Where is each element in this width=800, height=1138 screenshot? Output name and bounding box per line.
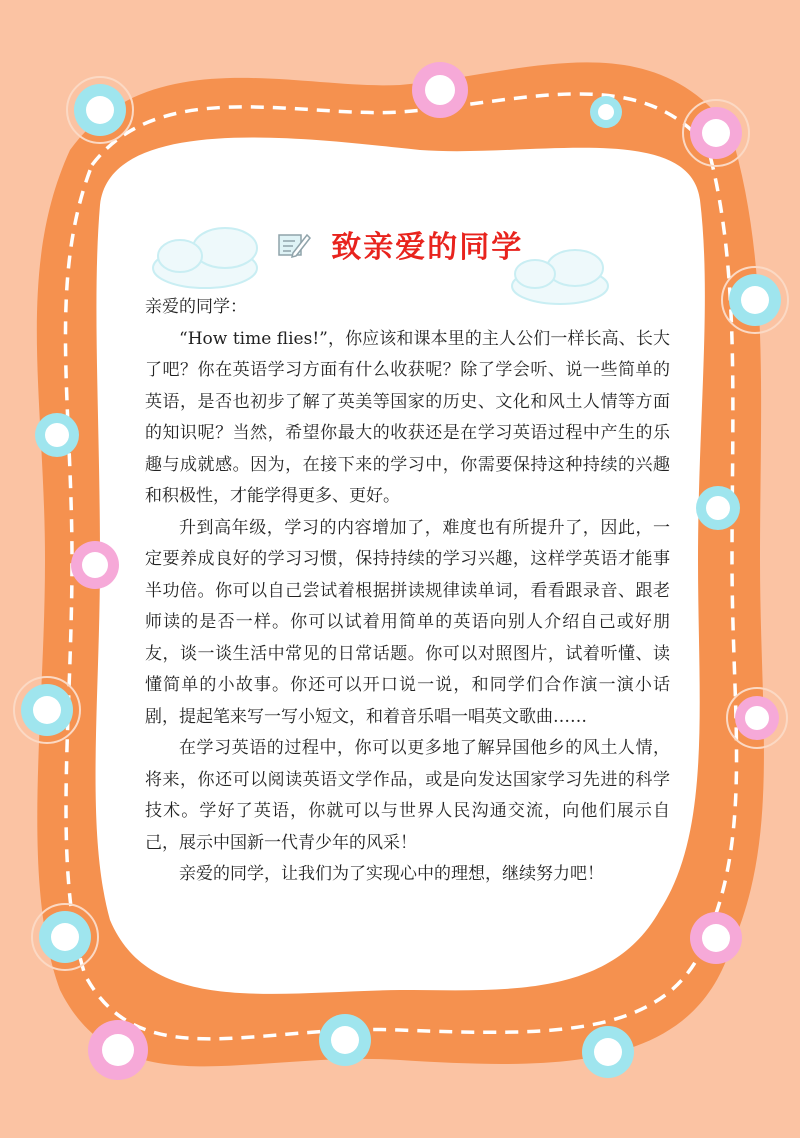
- letter-paragraph: 升到高年级，学习的内容增加了，难度也有所提升了，因此，一定要养成良好的学习习惯，保持持续的学习兴趣，这样学英语才能事半功倍。你可以自己尝试着根据拼读规律读单词，看看跟录音、跟老师读的是否一样。你可以试着用简单的英语向别人介绍自己或好朋友，谈一谈生活中常见的日常话题。你可以对照图片，试着听懂、读懂简单的小故事。你还可以开口说一说，和同学们合作演一演小话剧，提起笔来写一写小短文，和着音乐唱一唱英文歌曲……: [145, 517, 670, 727]
- letter-body: [145, 292, 670, 891]
- page-title: 致亲爱的同学: [331, 230, 524, 265]
- letter-paragraph: “How time flies!”，你应该和课本里的主人公们一样长高、长大了吧？你在英语学习方面有什么收获呢？除了学会听、说一些简单的英语，是否也初步了解了英美等国家的历史、文化和风土人情等方面的知识呢？当然，希望你最大的收获还是在学习英语过程中产生的乐趣与成就感。因为，在接下来的学习中，你需要保持这种持续的兴趣和积极性，才能学得更多、更好。: [145, 328, 670, 506]
- letter-paragraph: 在学习英语的过程中，你可以更多地了解异国他乡的风土人情，将来，你还可以阅读英语文学作品，或是向发达国家学习先进的科学技术。学好了英语，你就可以与世界人民沟通交流，向他们展示自己，展示中国新一代青少年的风采！: [145, 738, 670, 853]
- letter-greeting: 亲爱的同学：: [145, 297, 247, 317]
- pencil-note-icon: [277, 229, 311, 259]
- letter-paragraph: 亲爱的同学，让我们为了实现心中的理想，继续努力吧！: [179, 864, 604, 884]
- page-title-wrap: [0, 222, 800, 266]
